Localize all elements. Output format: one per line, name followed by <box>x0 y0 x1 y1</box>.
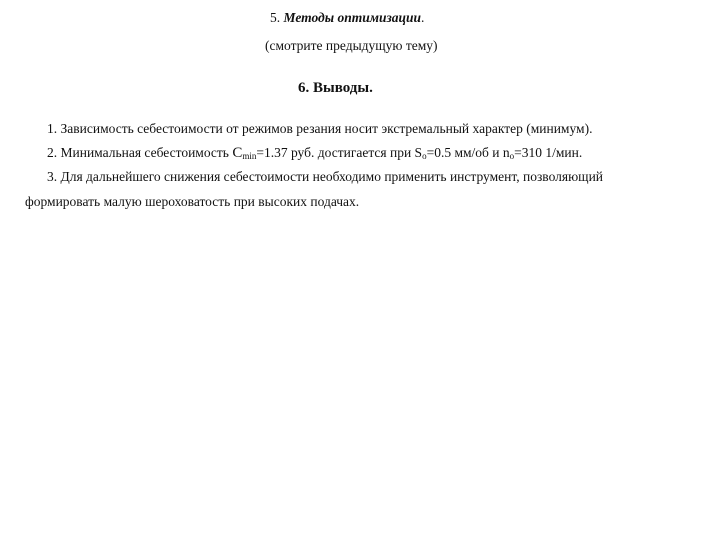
speed-value: =310 1/мин. <box>514 145 583 160</box>
speed-subscript: o <box>509 151 515 161</box>
section-5-title: Методы оптимизации <box>283 10 422 25</box>
conclusion-1: 1. Зависимость себестоимости от режимов резания носит экстремальный характер (минимум). <box>47 121 593 136</box>
section-5-number: 5. <box>270 10 281 25</box>
conclusion-2-prefix: 2. Минимальная себестоимость <box>47 145 233 160</box>
conclusion-3-line-1: 3. Для дальнейшего снижения себестоимости необходимо применить инструмент, позволяющий <box>47 169 604 184</box>
feed-subscript: o <box>422 151 427 161</box>
conclusion-3-line-2: формировать малую шероховатость при высоких подачах. <box>25 194 360 209</box>
see-previous-note: (смотрите предыдущую тему) <box>265 38 438 53</box>
cost-subscript: min <box>242 151 257 161</box>
conclusion-2 <box>47 145 582 161</box>
cost-value: =1.37 руб. достигается при S <box>256 145 423 160</box>
section-5-heading: 5. Методы оптимизации. <box>270 10 425 25</box>
section-6-heading: 6. Выводы. <box>298 80 373 96</box>
feed-value: =0.5 мм/об и n <box>426 145 510 160</box>
cost-symbol: C <box>232 145 243 161</box>
